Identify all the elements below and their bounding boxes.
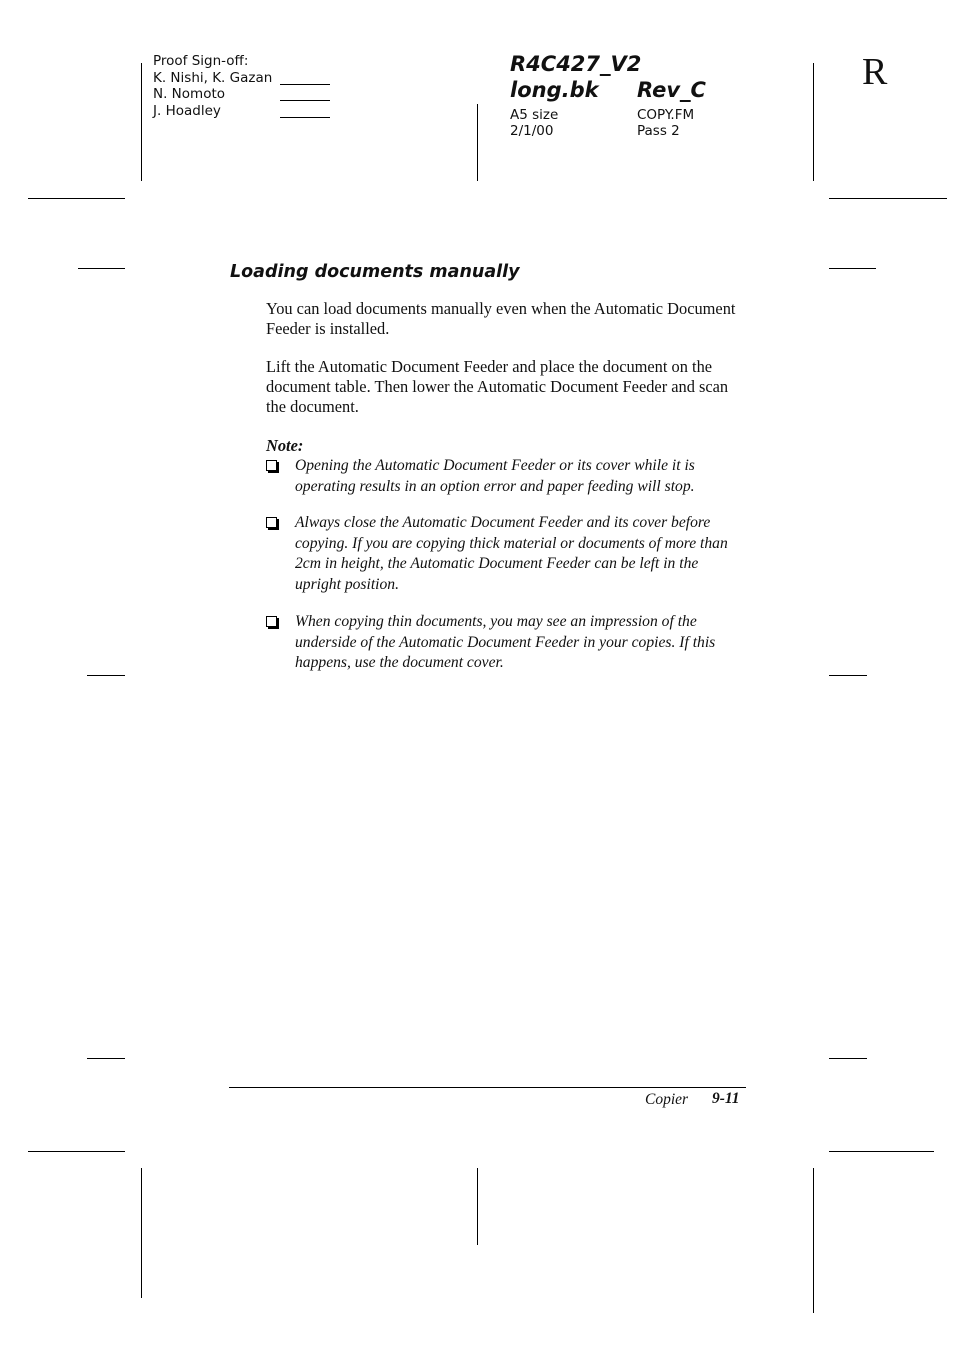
revision: Rev_C <box>637 78 706 102</box>
signoff-row <box>153 86 333 103</box>
paragraph: You can load documents manually even when the Automatic Document Feeder is installed. <box>266 299 736 338</box>
book-file: long.bk <box>510 78 599 102</box>
signoff-name: N. Nomoto <box>153 86 226 103</box>
paper-size: A5 size <box>510 107 559 123</box>
signoff-title: Proof Sign-off: <box>153 53 249 69</box>
crop-mark <box>28 198 125 199</box>
crop-mark <box>829 268 876 269</box>
signoff-row <box>153 70 333 87</box>
crop-mark <box>813 63 814 181</box>
note-text: When copying thin documents, you may see an impression of the underside of the Automatic Document Feeder in your copies. If this happens, use the document cover. <box>295 613 716 671</box>
signoff-blank-line <box>280 86 330 101</box>
crop-mark <box>829 198 947 199</box>
signoff-row <box>153 103 333 120</box>
doc-code: R4C427_V2 <box>510 52 642 76</box>
footer-chapter: Copier <box>645 1091 689 1108</box>
crop-mark <box>813 1168 814 1313</box>
file-name: COPY.FM <box>637 107 695 123</box>
crop-mark <box>477 1168 478 1245</box>
note-text: Always close the Automatic Document Feeder and its cover before copying. If you are copying thick material or documents of more than 2cm in height, the Automatic Document Feeder can be left in the upright position. <box>295 514 728 593</box>
proof-signoff <box>153 53 333 119</box>
note-text: Opening the Automatic Document Feeder or its cover while it is operating results in an option error and paper feeding will stop. <box>295 457 695 495</box>
section-heading: Loading documents manually <box>230 262 520 282</box>
signoff-blank-line <box>280 103 330 118</box>
crop-mark <box>829 675 867 676</box>
paragraph: Lift the Automatic Document Feeder and place the document on the document table. Then lower the Automatic Document Feeder and scan the document. <box>266 357 729 416</box>
note-title: Note: <box>266 436 304 455</box>
crop-mark <box>87 675 125 676</box>
signoff-blank-line <box>280 70 330 85</box>
crop-mark <box>829 1058 867 1059</box>
doc-date: 2/1/00 <box>510 123 554 139</box>
crop-mark <box>87 1058 125 1059</box>
footer-rule <box>229 1087 746 1088</box>
crop-mark <box>829 1151 934 1152</box>
crop-mark <box>78 268 125 269</box>
crop-mark <box>141 63 142 181</box>
page-number: 9-11 <box>712 1090 740 1107</box>
corner-mark: R <box>862 51 888 93</box>
pass-number: Pass 2 <box>637 123 680 139</box>
checkbox-bullet-icon <box>266 517 277 528</box>
crop-mark <box>477 104 478 181</box>
crop-mark <box>28 1151 125 1152</box>
checkbox-bullet-icon <box>266 616 277 627</box>
checkbox-bullet-icon <box>266 460 277 471</box>
signoff-name: K. Nishi, K. Gazan <box>153 69 273 86</box>
signoff-name: J. Hoadley <box>153 102 221 119</box>
crop-mark <box>141 1168 142 1298</box>
